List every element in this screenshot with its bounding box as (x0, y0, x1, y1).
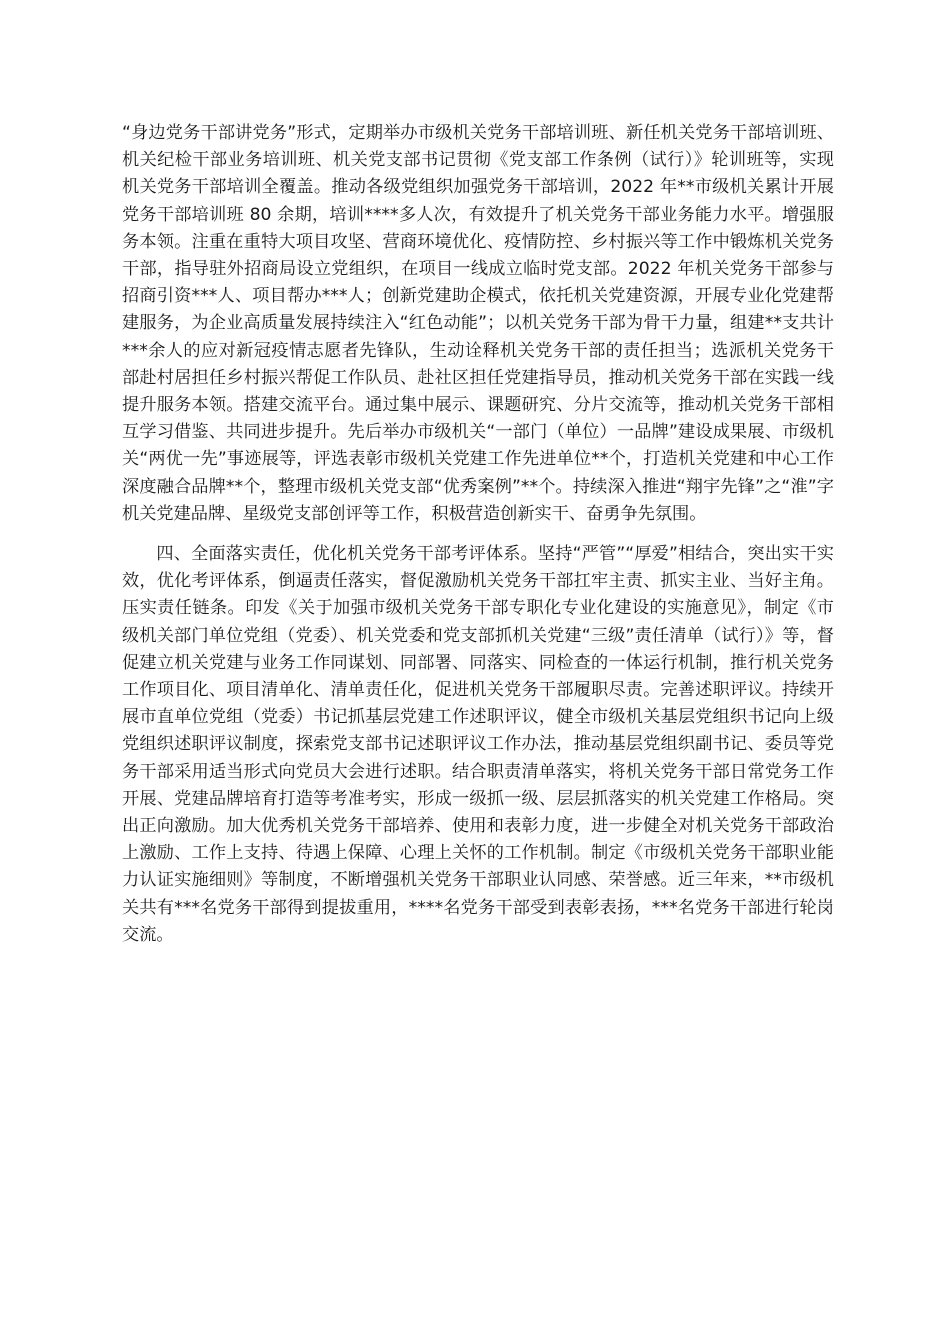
document-page (122, 120, 834, 949)
body-paragraph-1: “身边党务干部讲党务”形式，定期举办市级机关党务干部培训班、新任机关党务干部培训班、机关纪检干部业务培训班、机关党支部书记贯彻《党支部工作条例（试行）》轮训班等，实现机关党务干部培训全覆盖。推动各级党组织加强党务干部培训，2022 年**市级机关累计开展党务干部培训班 80 余期，培训****多人次，有效提升了机关党务干部业务能力水平。增强服务本领。注重在重特大项目攻坚、营商环境优化、疫情防控、乡村振兴等工作中锻炼机关党务干部，指导驻外招商局设立党组织，在项目一线成立临时党支部。2022 年机关党务干部参与招商引资***人、项目帮办***人；创新党建助企模式，依托机关党建资源，开展专业化党建帮建服务，为企业高质量发展持续注入“红色动能”；以机关党务干部为骨干力量，组建**支共计***余人的应对新冠疫情志愿者先锋队，生动诠释机关党务干部的责任担当；选派机关党务干部赴村居担任乡村振兴帮促工作队员、赴社区担任党建指导员，推动机关党务干部在实践一线提升服务本领。搭建交流平台。通过集中展示、课题研究、分片交流等，推动机关党务干部相互学习借鉴、共同进步提升。先后举办市级机关“一部门（单位）一品牌”建设成果展、市级机关“两优一先”事迹展等，评选表彰市级机关党建工作先进单位**个，打造机关党建和中心工作深度融合品牌**个，整理市级机关党支部“优秀案例”**个。持续深入推进“翔宇先锋”之“淮”字机关党建品牌、星级党支部创评等工作，积极营造创新实干、奋勇争先氛围。 (122, 123, 834, 524)
body-paragraph-2: 四、全面落实责任，优化机关党务干部考评体系。坚持“严管”“厚爱”相结合，突出实干实效，优化考评体系，倒逼责任落实，督促激励机关党务干部扛牢主责、抓实主业、当好主角。压实责任链条。印发《关于加强市级机关党务干部专职化专业化建设的实施意见》，制定《市级机关部门单位党组（党委）、机关党委和党支部抓机关党建“三级”责任清单（试行）》等，督促建立机关党建与业务工作同谋划、同部署、同落实、同检查的一体运行机制，推行机关党务工作项目化、项目清单化、清单责任化，促进机关党务干部履职尽责。完善述职评议。持续开展市直单位党组（党委）书记抓基层党建工作述职评议，健全市级机关基层党组织书记向上级党组织述职评议制度，探索党支部书记述职评议工作办法，推动基层党组织副书记、委员等党务干部采用适当形式向党员大会进行述职。结合职责清单落实，将机关党务干部日常党务工作开展、党建品牌培育打造等考准考实，形成一级抓一级、层层抓落实的机关党建工作格局。突出正向激励。加大优秀机关党务干部培养、使用和表彰力度，进一步健全对机关党务干部政治上激励、工作上支持、待遇上保障、心理上关怀的工作机制。制定《市级机关党务干部职业能力认证实施细则》等制度，不断增强机关党务干部职业认同感、荣誉感。近三年来，**市级机关共有***名党务干部得到提拔重用，****名党务干部受到表彰表扬，***名党务干部进行轮岗交流。 (122, 544, 834, 945)
